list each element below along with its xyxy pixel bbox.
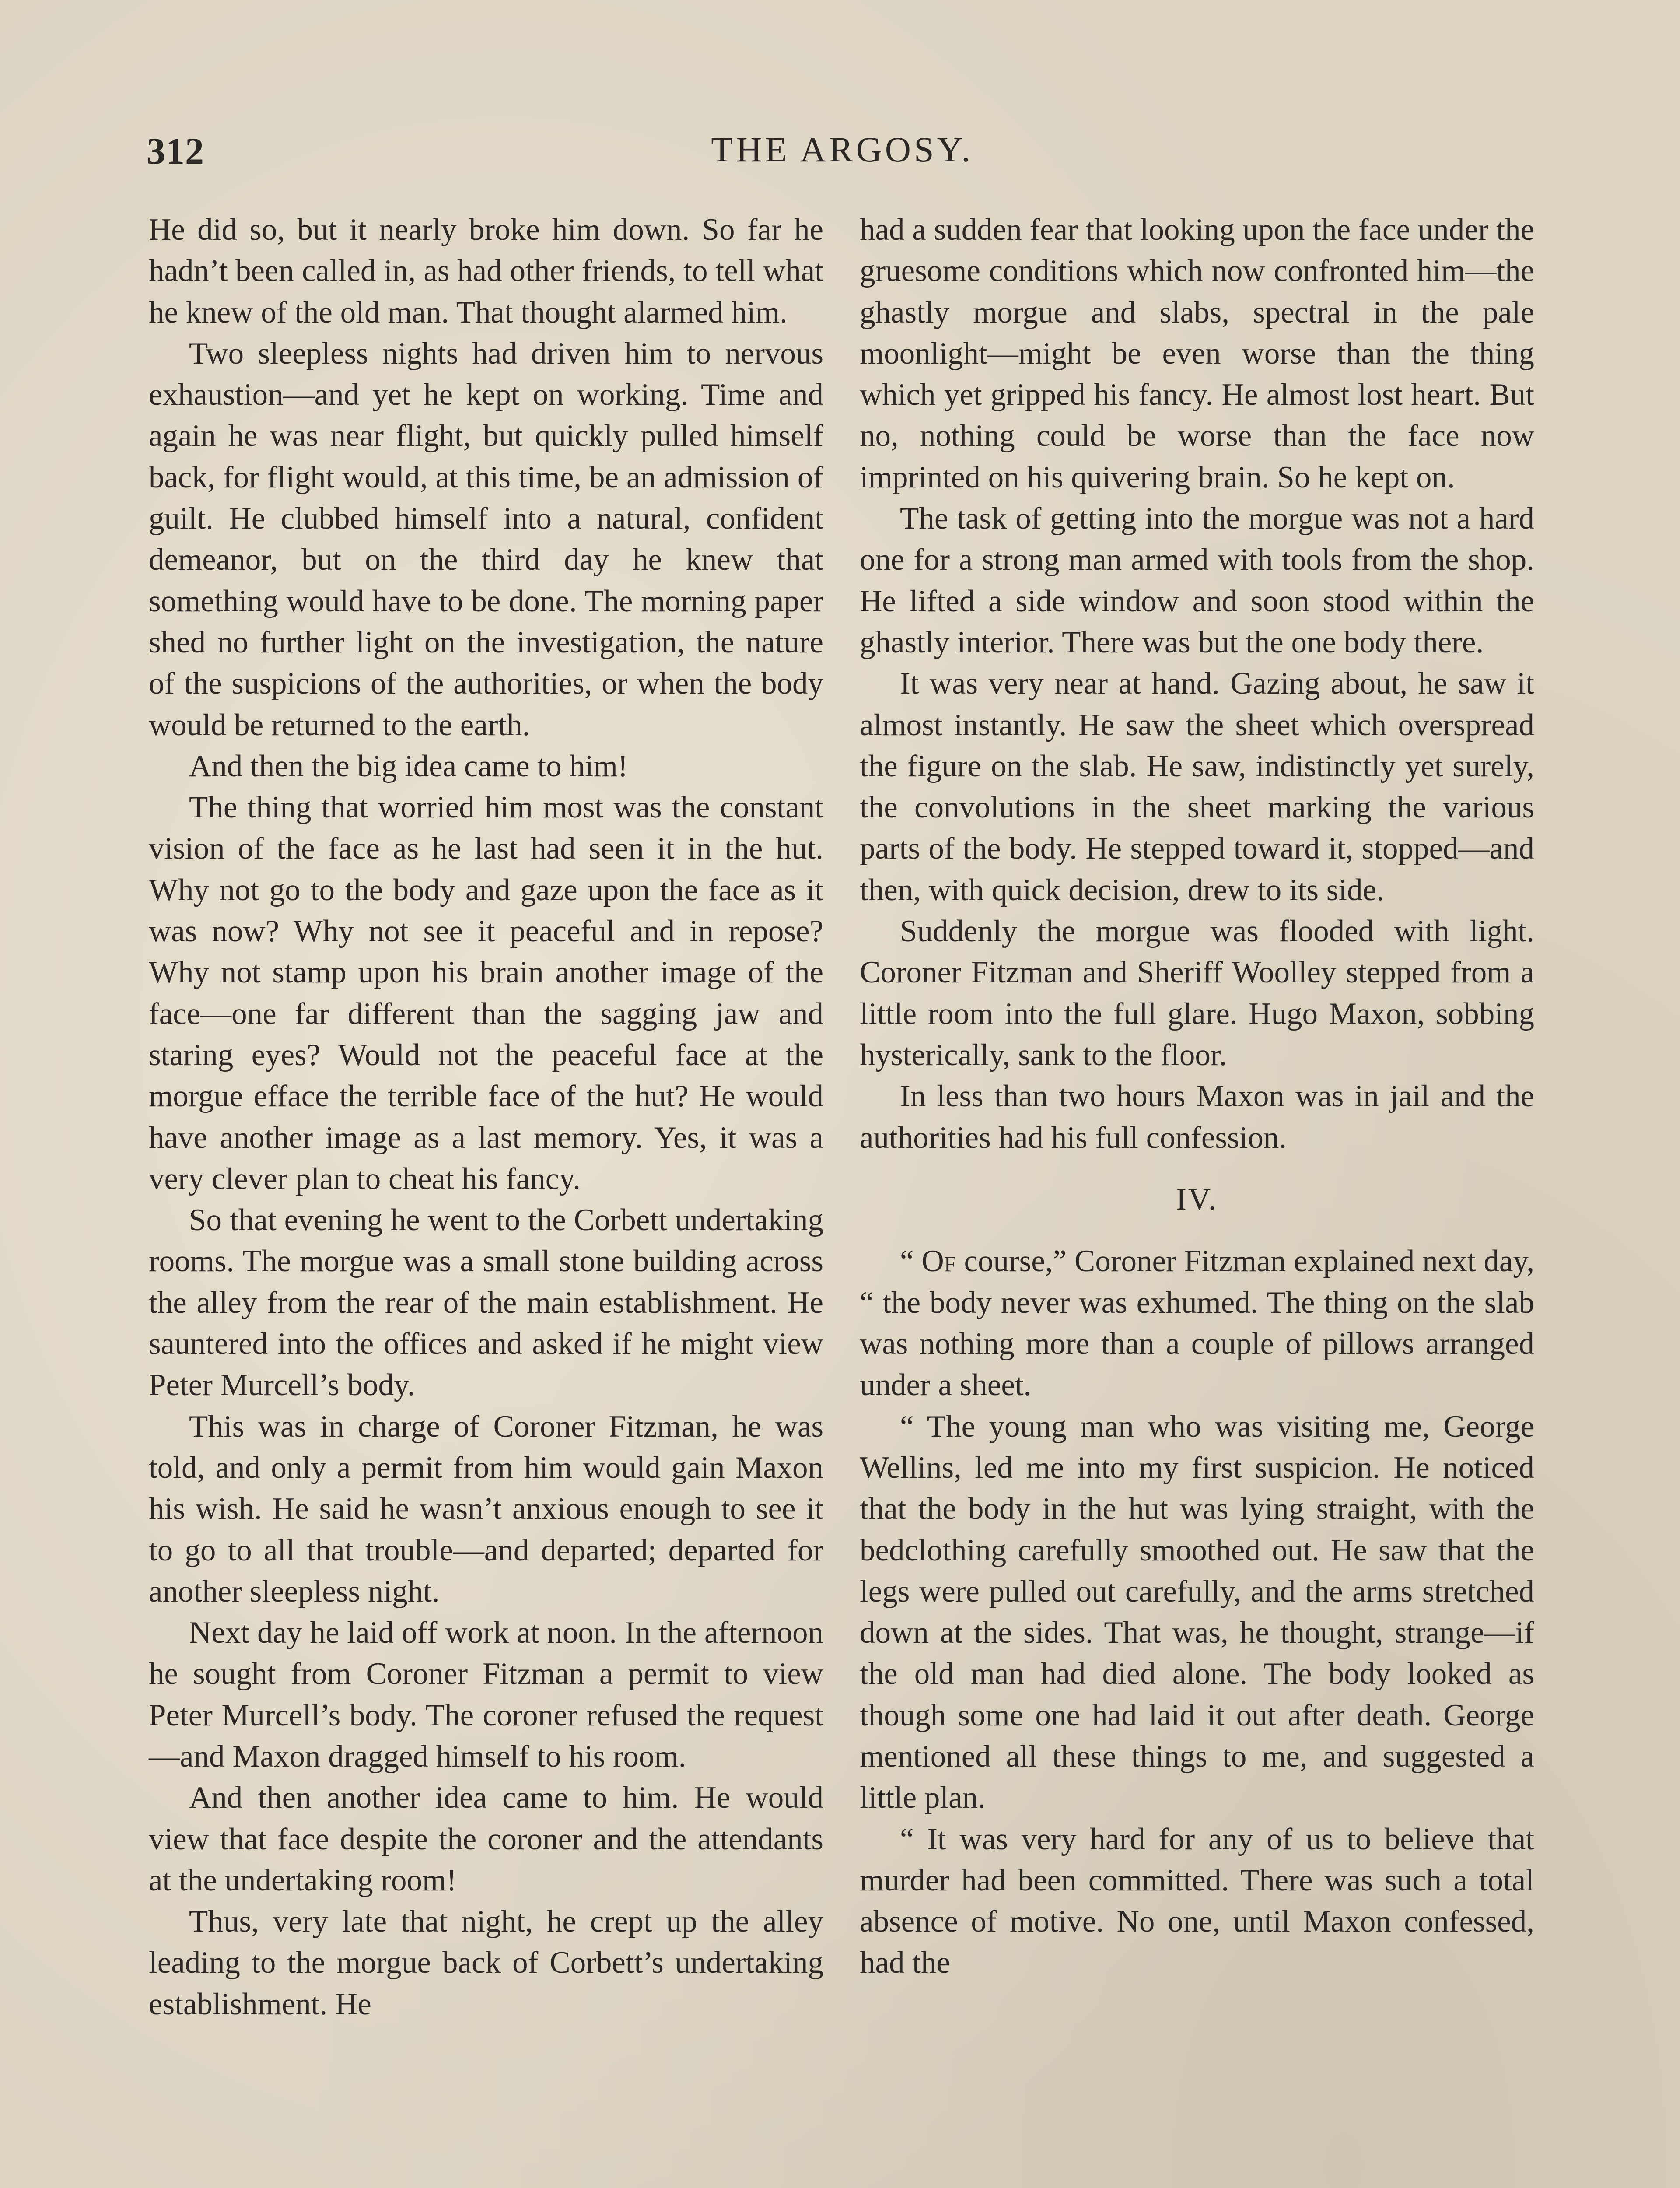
page-number: 312 [147,130,204,172]
paragraph: “ The young man who was visiting me, George Wellins, led me into my first suspicion. He noticed that the body in the hut was lying straight, with the bedclothing carefully smoothed out. He saw that the legs were pulled out carefully, and the arms stretched down at the sides. That was, he thought, strange—if the old man had died alone. The body looked as though some one had laid it out after death. George mentioned all these things to me, and suggested a little plan. [860,1409,1534,1815]
paragraph: And then the big idea came to him! [189,749,628,783]
paragraph: Suddenly the morgue was flooded with light. Coroner Fitzman and Sheriff Woolley stepped from a little room into the full glare. Hugo Maxon, sobbing hysterically, sank to the floor. [860,914,1534,1072]
paragraph [860,1241,1534,1406]
drop-word: Of [921,1244,956,1279]
right-column [860,209,1534,1984]
paragraph: And then another idea came to him. He would view that face despite the coroner and the attendants at the undertaking room! [149,1781,823,1897]
magazine-title: THE ARGOSY. [711,130,973,169]
paragraph-text: course,” Coroner Fitzman explained next day, “ the body never was exhumed. The thing on the slab was nothing more than a couple of pillows arranged under a sheet. [860,1244,1535,1403]
paragraph: The task of getting into the morgue was not a hard one for a strong man armed with tools from the shop. He lifted a side window and soon stood within the ghastly interior. There was but the one body there. [860,501,1534,659]
paragraph: It was very near at hand. Gazing about, he saw it almost instantly. He saw the sheet which overspread the figure on the slab. He saw, indistinctly yet surely, the convolutions in the sheet marking the various parts of the body. He stepped toward it, stopped—and then, with quick decision, drew to its side. [860,666,1534,907]
paragraph: Thus, very late that night, he crept up the alley leading to the morgue back of Corbett’s undertaking establishment. He [149,1904,823,2021]
running-head [147,129,1538,182]
paragraph: So that evening he went to the Corbett undertaking rooms. The morgue was a small stone building across the alley from the rear of the main establishment. He sauntered into the offices and asked if he might view Peter Murcell’s body. [149,1203,823,1403]
paragraph: This was in charge of Coroner Fitzman, he was told, and only a permit from him would gain Maxon his wish. He said he wasn’t anxious enough to see it to go to all that trouble—and departed; departed for another sleepless night. [149,1409,823,1609]
paragraph: had a sudden fear that looking upon the face under the gruesome conditions which now confronted him—the ghastly morgue and slabs, spectral in the pale moonlight—might be even worse than the thing which yet gripped his fancy. He almost lost heart. But no, nothing could be worse than the face now imprinted on his quivering brain. So he kept on. [860,213,1534,494]
paragraph: In less than two hours Maxon was in jail and the authorities had his full confession. [860,1079,1534,1155]
paragraph: The thing that worried him most was the constant vision of the face as he last had seen it in the hut. Why not go to the body and gaze upon the face as it was now? Why not see it peaceful and in repose? Why not stamp upon his brain another image of the face—one far different than the sagging jaw and staring eyes? Would not the peaceful face at the morgue efface the terrible face of the hut? He would have another image as a last memory. Yes, it was a very clever plan to cheat his fancy. [149,790,823,1196]
left-column [149,209,823,2025]
paragraph: He did so, but it nearly broke him down. So far he hadn’t been called in, as had other friends, to tell what he knew of the old man. That thought alarmed him. [149,213,823,330]
paragraph: Two sleepless nights had driven him to nervous exhaustion—and yet he kept on working. Time and again he was near flight, but quickly pulled himself back, for flight would, at this time, be an admission of guilt. He clubbed himself into a natural, confident demeanor, but on the third day he knew that something would have to be done. The morning paper shed no further light on the investigation, the nature of the suspicions of the authorities, or when the body would be returned to the earth. [149,336,823,742]
paragraph: Next day he laid off work at noon. In the afternoon he sought from Coroner Fitzman a permit to view Peter Murcell’s body. The coroner refused the request—and Maxon dragged himself to his room. [149,1616,823,1774]
opening-quote: “ [900,1244,922,1279]
section-heading: IV. [1176,1182,1218,1217]
paragraph: “ It was very hard for any of us to believe that murder had been committed. There was such a total absence of motive. No one, until Maxon confessed, had the [860,1822,1534,1980]
